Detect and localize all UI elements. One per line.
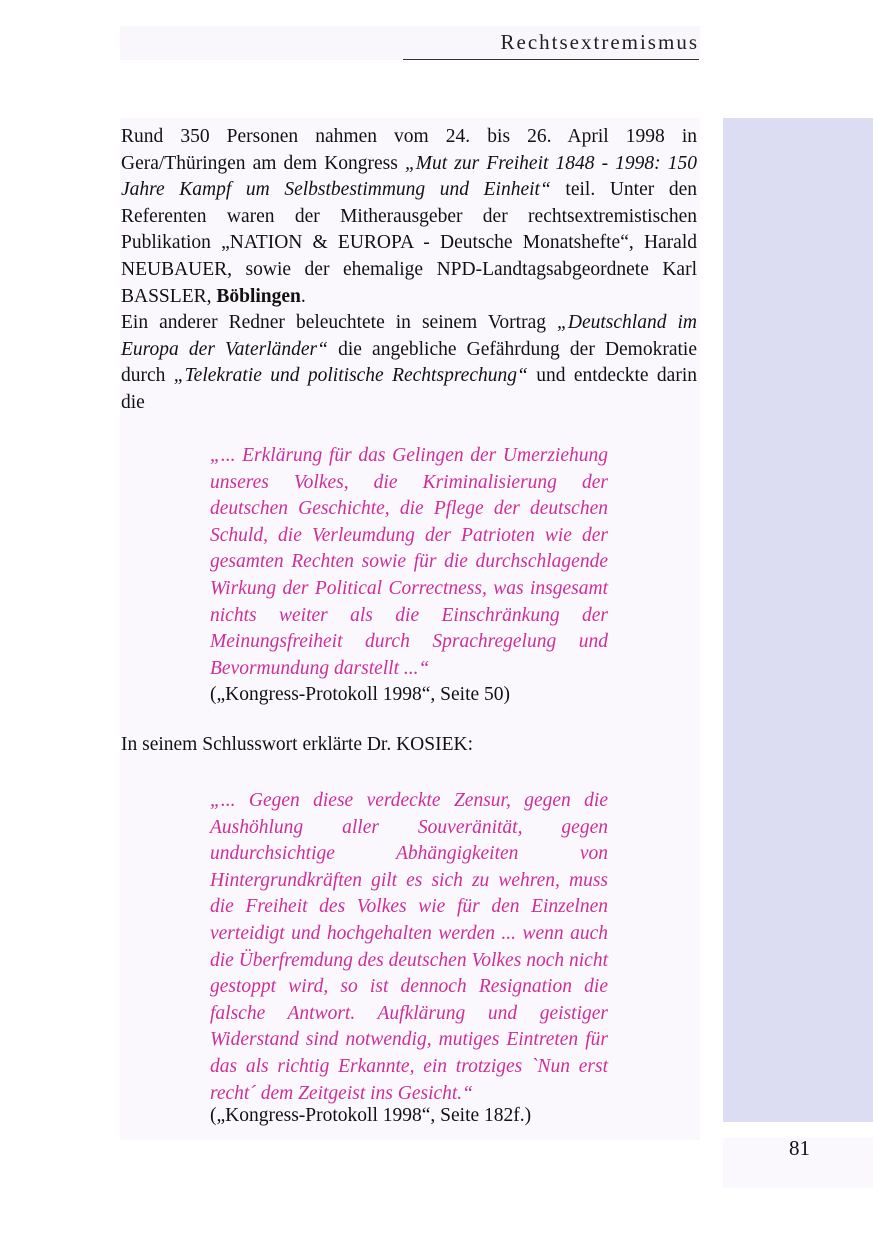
paragraph-text: In seinem Schlusswort erklärte Dr. KOSIEK: bbox=[121, 734, 474, 755]
paragraph-congress bbox=[121, 124, 697, 310]
quoted-phrase: „Telekratie und politische Rechtsprechung“ bbox=[173, 365, 528, 387]
header-rule bbox=[403, 59, 699, 60]
congress-title: „Mut zur Freiheit 1848 - 1998: 150 Jahre Kampf um Selbstbestimmung und Einheit“ bbox=[121, 152, 697, 201]
side-color-bar bbox=[723, 118, 873, 1122]
paragraph-text: teil. Unter den Referenten waren der Mitherausgeber der rechtsextremistischen Publikation „NATION & EUROPA - Deutsche Monatshefte“, Harald NEUBAUER, sowie der ehemalige NPD-Landtagsabgeordnete Karl BASSLER, bbox=[121, 179, 697, 307]
paragraph-text: die angebliche Gefährdung der Demokratie durch bbox=[121, 338, 697, 387]
page-number: 81 bbox=[789, 1136, 810, 1160]
paragraph-speaker bbox=[121, 310, 697, 416]
paragraph-text: Ein anderer Redner beleuchtete in seinem Vortrag bbox=[121, 312, 558, 333]
block-quote-2: „... Gegen diese verdeckte Zensur, gegen die Aushöhlung aller Souveränität, gegen undurchsichtige Abhängigkeiten von Hintergrundkräften gilt es sich zu wehren, muss die Freiheit des Volkes wie für den Einzelnen verteidigt und hochgehalten werden ... wenn auch die Überfremdung des deutschen Volkes noch nicht gestoppt wird, so ist dennoch Resignation die falsche Antwort. Aufklärung und geistiger Widerstand sind notwendig, mutiges Eintreten für das als richtig Erkannte, ein trotziges `Nun erst recht´ dem Zeitgeist ins Gesicht.“ bbox=[210, 790, 608, 1104]
paragraph-text: . bbox=[300, 285, 306, 307]
place-name: Böblingen bbox=[216, 285, 301, 307]
paragraph-text: und entdeckte darin die bbox=[121, 365, 697, 413]
quote-citation-1: („Kongress-Protokoll 1998“, Seite 50) bbox=[210, 684, 511, 705]
block-quote-1: „... Erklärung für das Gelingen der Umerziehung unseres Volkes, die Kriminalisierung der deutschen Geschichte, die Pflege der deutschen Schuld, die Verleumdung der Patrioten wie der gesamten Rechten sowie für die durchschlagende Wirkung der Political Correctness, was insgesamt nichts weiter als die Einschränkung der Meinungsfreiheit durch Sprachregelung und Bevormundung darstellt ...“ bbox=[210, 445, 608, 679]
talk-title: „Deutschland im Europa der Vaterländer“ bbox=[121, 312, 697, 360]
quote-citation-2: („Kongress-Protokoll 1998“, Seite 182f.) bbox=[210, 1105, 532, 1126]
paragraph-text: Rund 350 Personen nahmen vom 24. bis 26. April 1998 in Gera/Thüringen am dem Kongress bbox=[121, 126, 697, 174]
running-head: Rechtsextremismus bbox=[500, 30, 699, 54]
paragraph-closing bbox=[121, 732, 697, 759]
